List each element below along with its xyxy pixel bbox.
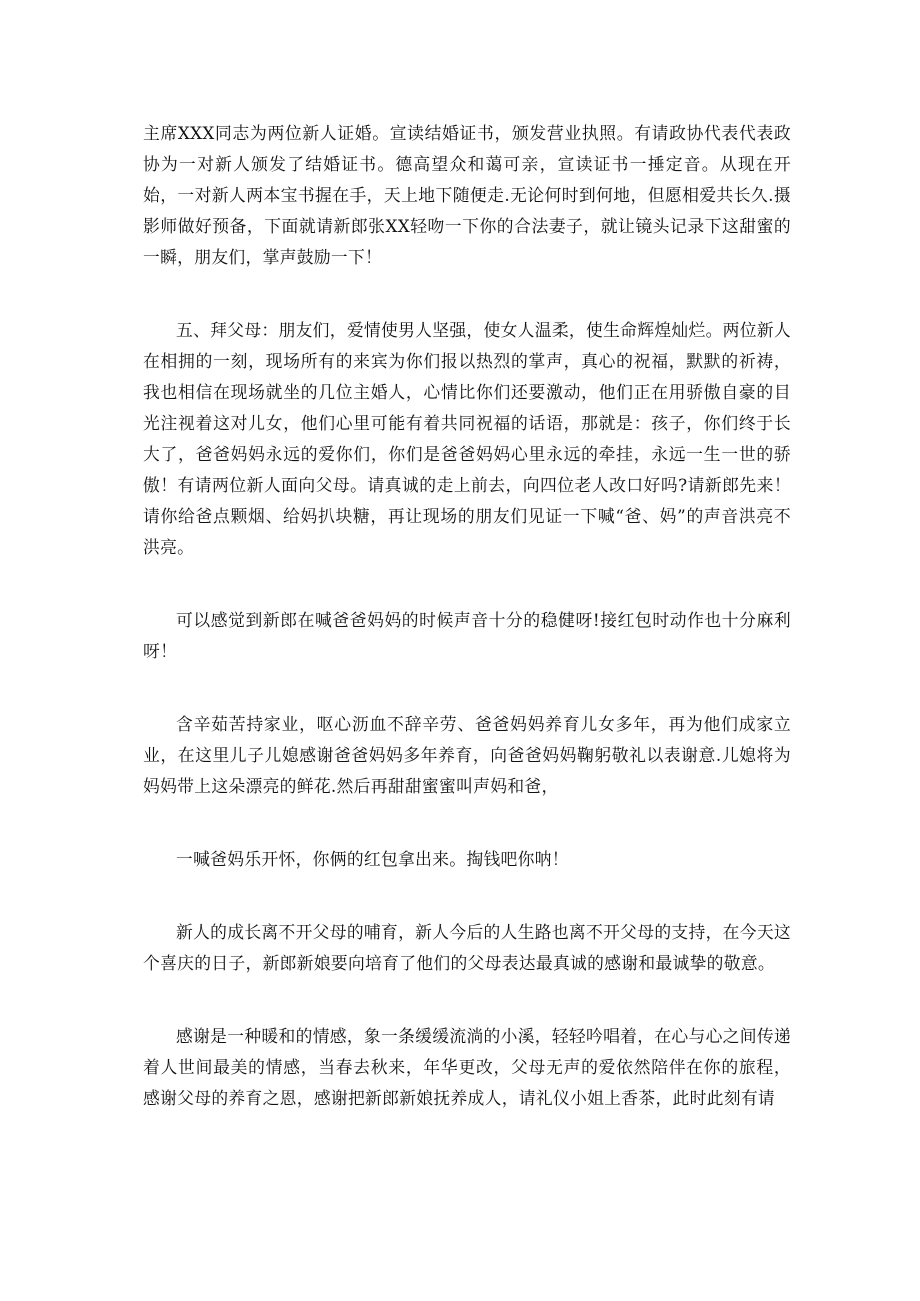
paragraph-gap: [143, 273, 791, 315]
paragraph-thanks-parents: 含辛茹苦持家业，呕心沥血不辞辛劳、爸爸妈妈养育儿女多年，再为他们成家立业，在这里儿子儿媳感谢爸爸妈妈多年养育，向爸爸妈妈鞠躬敬礼以表谢意.儿媳将为妈妈带上这朵漂亮的鲜花.然后再甜甜蜜蜜叫声妈和爸，: [143, 714, 791, 796]
paragraph-red-envelope: 一喊爸妈乐开怀，你俩的红包拿出来。掏钱吧你呐！: [176, 849, 569, 869]
paragraph-growth: 新人的成长离不开父母的哺育，新人今后的人生路也离不开父母的支持，在今天这个喜庆的日子，新郎新娘要向培育了他们的父母表达最真诚的感谢和最诚挚的敬意。: [143, 922, 791, 973]
document-body: [143, 118, 791, 1114]
paragraph-gap: [143, 802, 791, 844]
paragraph-certificate: 主席XXX同志为两位新人证婚。宣读结婚证书，颁发营业执照。有请政协代表代表政协为一对新人颁发了结婚证书。德高望众和蔼可亲，宣读证书一捶定音。从现在开始，一对新人两本宝书握在手，天上地下随便走.无论何时到何地，但愿相爱共长久.摄影师做好预备，下面就请新郎张XX轻吻一下你的合法妻子，就让镜头记录下这甜蜜的一瞬，朋友们，掌声鼓励一下！: [143, 123, 791, 267]
paragraph-honor-parents: 五、拜父母：朋友们，爱情使男人坚强，使女人温柔，使生命辉煌灿烂。两位新人在相拥的一刻，现场所有的来宾为你们报以热烈的掌声，真心的祝福，默默的祈祷，我也相信在现场就坐的几位主婚人，心情比你们还要激动，他们正在用骄傲自豪的目光注视着这对儿女，他们心里可能有着共同祝福的话语，那就是：孩子，你们终于长大了，爸爸妈妈永远的爱你们，你们是爸爸妈妈心里永远的牵挂，永远一生一世的骄傲！有请两位新人面向父母。请真诚的走上前去，向四位老人改口好吗?请新郎先来！请你给爸点颗烟、给妈扒块糖，再让现场的朋友们见证一下喊“爸、妈”的声音洪亮不洪亮。: [143, 320, 791, 557]
paragraph-gap: [143, 979, 791, 1021]
paragraph-gap: [143, 667, 791, 709]
paragraph-groom-voice: 可以感觉到新郎在喊爸爸妈妈的时候声音十分的稳健呀!接红包时动作也十分麻利呀！: [143, 610, 791, 661]
paragraph-gratitude: 感谢是一种暖和的情感，象一条缓缓流淌的小溪，轻轻吟唱着，在心与心之间传递着人世间最美的情感，当春去秋来，年华更改，父母无声的爱依然陪伴在你的旅程，感谢父母的养育之恩，感谢把新郎新娘抚养成人，请礼仪小姐上香茶，此时此刻有请: [143, 1026, 791, 1108]
paragraph-gap: [143, 563, 791, 605]
paragraph-gap: [143, 875, 791, 917]
